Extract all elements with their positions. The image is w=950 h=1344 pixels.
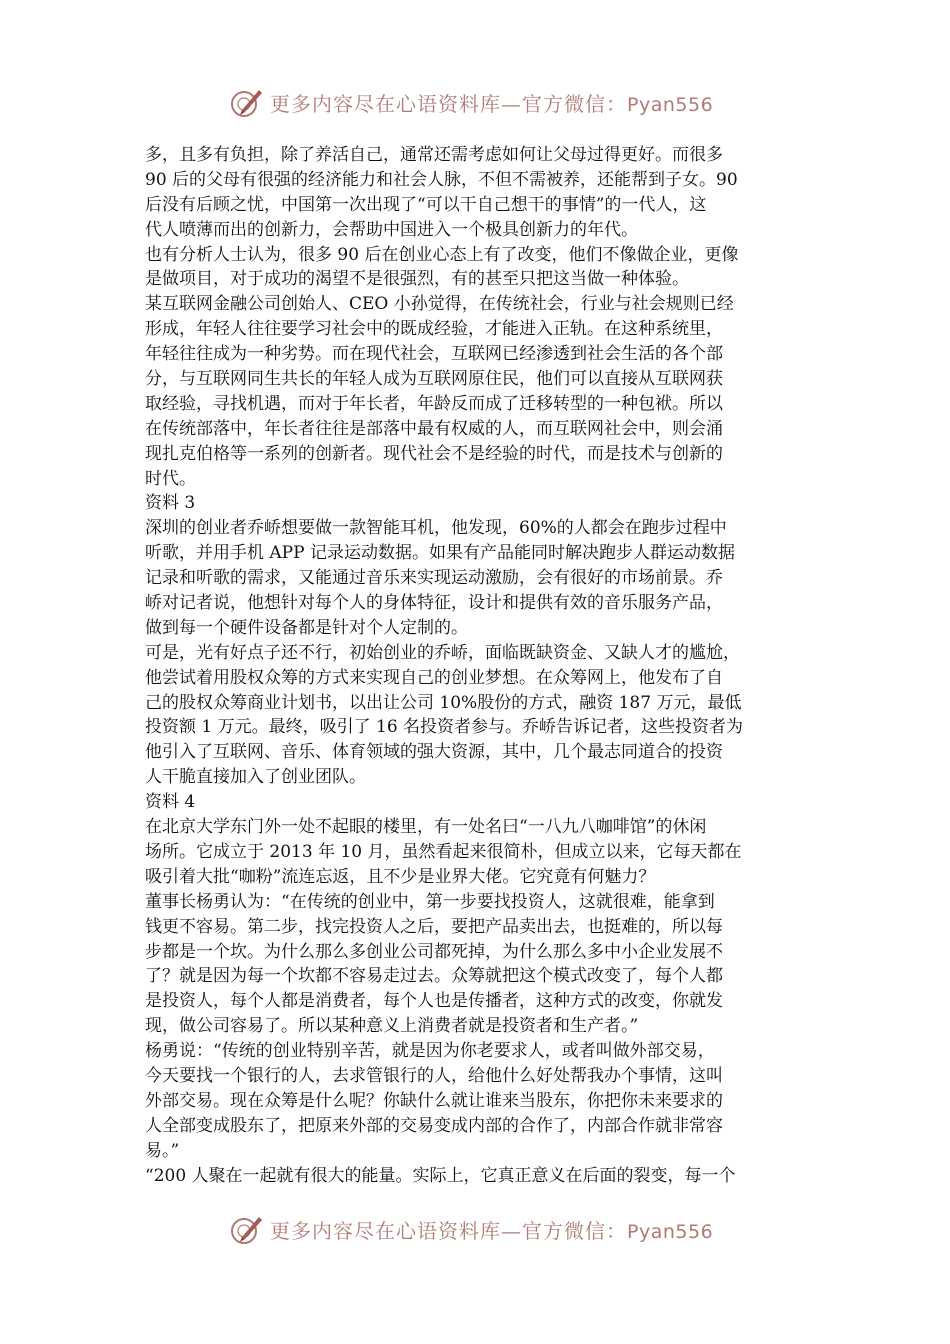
text-line: 杨勇说：“传统的创业特别辛苦，就是因为你老要求人，或者叫做外部交易， <box>145 1041 715 1062</box>
text-line: 他尝试着用股权众筹的方式来实现自己的创业梦想。在众筹网上，他发布了自 <box>145 667 723 688</box>
pen-logo-icon <box>228 84 264 120</box>
text-line: 在传统部落中，年长者往往是部落中最有权威的人，而互联网社会中，则会涌 <box>145 418 723 439</box>
footer-banner <box>228 1209 713 1249</box>
text-line: 己的股权众筹商业计划书，以出让公司 10%股份的方式，融资 187 万元，最低 <box>145 692 742 713</box>
text-line: 形成，年轻人往往要学习社会中的既成经验，才能进入正轨。在这种系统里， <box>145 319 723 340</box>
text-line: 后没有后顾之忧，中国第一次出现了“可以干自己想干的事情”的一代人，这 <box>145 194 707 215</box>
text-line: 也有分析人士认为，很多 90 后在创业心态上有了改变，他们不像做企业，更像 <box>145 244 739 265</box>
text-line: 听歌，并用手机 APP 记录运动数据。如果有产品能同时解决跑步人群运动数据 <box>145 543 735 564</box>
text-line: 做到每一个硬件设备都是针对个人定制的。 <box>145 617 468 638</box>
text-line: 投资额 1 万元。最终，吸引了 16 名投资者参与。乔峤告诉记者，这些投资者为 <box>145 717 744 738</box>
header-banner <box>228 82 713 122</box>
pen-logo-icon <box>228 1211 264 1247</box>
text-line: 年轻往往成为一种劣势。而在现代社会，互联网已经渗透到社会生活的各个部 <box>145 344 723 365</box>
text-line: 易。” <box>145 1140 180 1161</box>
text-line: 人干脆直接加入了创业团队。 <box>145 767 366 788</box>
text-line: 资料 3 <box>145 493 196 514</box>
text-line: 多，且多有负担，除了养活自己，通常还需考虑如何让父母过得更好。而很多 <box>145 145 723 165</box>
text-line: 是做项目，对于成功的渴望不是很强烈，有的甚至只把这当做一种体验。 <box>145 269 689 290</box>
text-line: 外部交易。现在众筹是什么呢？你缺什么就让谁来当股东，你把你未来要求的 <box>145 1090 723 1111</box>
banner-handle: Pyan556 <box>627 93 714 116</box>
text-line: 是投资人，每个人都是消费者，每个人也是传播者，这种方式的改变，你就发 <box>145 991 723 1012</box>
banner-text: 更多内容尽在心语资料库—官方微信：Pyan556 <box>270 91 714 116</box>
document-body <box>145 143 817 1188</box>
text-line: 记录和听歌的需求，又能通过音乐来实现运动激励，会有很好的市场前景。乔 <box>145 568 723 589</box>
banner-handle: Pyan556 <box>627 1220 714 1243</box>
text-line: 现，做公司容易了。所以某种意义上消费者就是投资者和生产者。” <box>145 1016 639 1037</box>
banner-text: 更多内容尽在心语资料库—官方微信：Pyan556 <box>270 1218 714 1243</box>
text-line: 可是，光有好点子还不行，初始创业的乔峤，面临既缺资金、又缺人才的尴尬， <box>145 642 740 663</box>
text-line: 步都是一个坎。为什么那么多创业公司都死掉，为什么那么多中小企业发展不 <box>145 941 723 962</box>
text-line: 取经验，寻找机遇，而对于年长者，年龄反而成了迁移转型的一种包袱。所以 <box>145 393 723 414</box>
text-line: 时代。 <box>145 468 196 489</box>
text-line: 在北京大学东门外一处不起眼的楼里，有一处名曰“一八九八咖啡馆”的休闲 <box>145 817 707 838</box>
text-line: 人全部变成股东了，把原来外部的交易变成内部的合作了，内部合作就非常容 <box>145 1115 723 1136</box>
text-line: 董事长杨勇认为：“在传统的创业中，第一步要找投资人，这就很难，能拿到 <box>145 891 715 912</box>
text-line: “200 人聚在一起就有很大的能量。实际上，它真正意义在后面的裂变，每一个 <box>145 1165 736 1186</box>
text-line: 吸引着大批“咖粉”流连忘返，且不少是业界大佬。它究竟有何魅力？ <box>145 866 656 887</box>
text-line: 场所。它成立于 2013 年 10 月，虽然看起来很简朴，但成立以来，它每天都在 <box>145 841 742 862</box>
text-line: 峤对记者说，他想针对每个人的身体特征，设计和提供有效的音乐服务产品， <box>145 593 723 614</box>
text-line: 现扎克伯格等一系列的创新者。现代社会不是经验的时代，而是技术与创新的 <box>145 443 723 464</box>
text-line: 90 后的父母有很强的经济能力和社会人脉，不但不需被养，还能帮到子女。90 <box>145 169 738 190</box>
text-line: 今天要找一个银行的人，去求管银行的人，给他什么好处帮我办个事情，这叫 <box>145 1065 723 1086</box>
text-line: 深圳的创业者乔峤想要做一款智能耳机，他发现，60%的人都会在跑步过程中 <box>145 518 727 539</box>
text-line: 了？就是因为每一个坎都不容易走过去。众筹就把这个模式改变了，每个人都 <box>145 966 723 987</box>
text-line: 资料 4 <box>145 792 196 813</box>
text-line: 代人喷薄而出的创新力，会帮助中国进入一个极具创新力的年代。 <box>145 219 638 240</box>
text-line: 某互联网金融公司创始人、CEO 小孙觉得，在传统社会，行业与社会规则已经 <box>145 294 734 315</box>
text-line: 钱更不容易。第二步，找完投资人之后，要把产品卖出去，也挺难的，所以每 <box>145 916 723 937</box>
text-line: 分，与互联网同生共长的年轻人成为互联网原住民，他们可以直接从互联网获 <box>145 369 723 390</box>
text-line: 他引入了互联网、音乐、体育领域的强大资源，其中，几个最志同道合的投资 <box>145 742 723 763</box>
